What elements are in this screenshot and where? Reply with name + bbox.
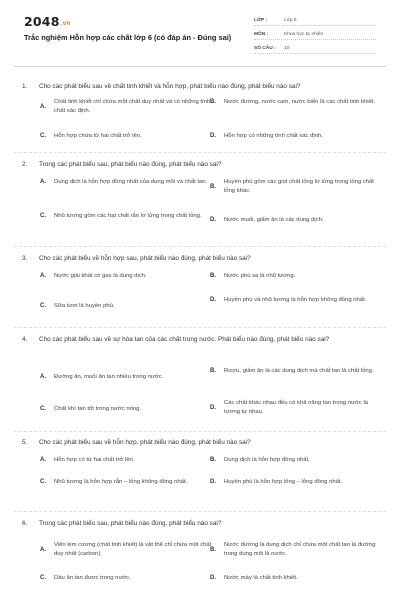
option-text: Nước muối, giấm ăn là các dung dịch. (224, 217, 324, 223)
option-text: Hỗn hợp chứa từ hai chất trở lên. (54, 133, 142, 139)
option-letter: C. (40, 133, 46, 139)
info-value: 10 (284, 46, 290, 51)
question-body: Cho các phát biểu sau về chất tinh khiết và hỗn hợp, phát biểu nào đúng, phát biểu nào sai? (39, 83, 301, 90)
header-divider (14, 66, 386, 67)
option-letter: D. (210, 479, 216, 485)
option-text: Sữa tươi là huyền phù. (54, 303, 115, 309)
option-letter: C. (40, 479, 46, 485)
option-letter: A. (40, 273, 46, 279)
option-letter: C. (40, 575, 46, 581)
option-text: Dung dịch là hỗn hợp đồng nhất. (224, 457, 310, 463)
site-logo[interactable] (24, 14, 71, 29)
question-number: 1. (22, 83, 28, 90)
option-text: Nhũ tương gồm các hạt chất rắn lơ lửng trong chất lỏng. (54, 213, 202, 219)
question-body: Trong các phát biểu sau, phát biểu nào đúng, phát biểu nào sai? (39, 161, 222, 168)
info-label: MÔN : (254, 32, 269, 37)
info-row-subject (254, 26, 376, 40)
question-divider (14, 327, 386, 328)
option-c[interactable] (40, 405, 218, 414)
option-letter: A. (40, 179, 46, 185)
question-4 (22, 335, 378, 415)
option-b[interactable] (210, 98, 378, 107)
info-label: LỚP : (254, 18, 268, 23)
info-row-count (254, 40, 376, 54)
option-text: Đường ăn, muối ăn tan nhiều trong nước. (54, 374, 164, 380)
option-a[interactable] (40, 541, 218, 559)
option-text: Nước phù sa là nhũ tương. (224, 273, 296, 279)
option-letter: A. (40, 546, 46, 553)
option-text: Hỗn hợp có những tính chất xác định. (224, 133, 323, 139)
option-text: Chất tinh khiết chỉ chứa một chất duy nhất và có những tính chất xác định. (54, 99, 211, 114)
question-body: Cho các phát biểu sau về hỗn hợp, phát biểu nào đúng, phát biểu nào sai? (39, 439, 251, 446)
option-text: Nước đường, nước cam, nước biển là các chất tinh khiết. (224, 99, 376, 105)
option-a[interactable] (40, 373, 218, 382)
question-number: 5. (22, 439, 28, 446)
logo-suffix: .vn (60, 20, 71, 27)
option-b[interactable] (210, 541, 378, 559)
option-text: Dầu ăn tan được trong nước. (54, 575, 131, 581)
option-d[interactable] (210, 132, 378, 141)
question-number: 2. (22, 161, 28, 168)
option-letter: C. (40, 213, 46, 219)
option-text: Nước máy là chất tinh khiết. (224, 575, 298, 581)
option-d[interactable] (210, 574, 378, 583)
option-letter: D. (210, 404, 216, 411)
option-d[interactable] (210, 296, 378, 305)
info-value: Khoa học tự nhiên (284, 32, 324, 37)
question-number: 6. (22, 520, 28, 527)
option-d[interactable] (210, 216, 378, 225)
question-divider (14, 246, 386, 247)
option-letter: C. (40, 303, 46, 309)
option-letter: D. (210, 133, 216, 139)
option-text: Dung dịch là hỗn hợp đồng nhất của dung môi và chất tan. (54, 179, 208, 185)
question-text (22, 82, 378, 92)
option-text: Huyền phù gồm các giọt chất lỏng lơ lửng trong lòng chất lỏng khác. (224, 179, 374, 194)
option-text: Huyền phù là hỗn hợp lỏng – lỏng đồng nhất. (224, 479, 343, 485)
question-text (22, 160, 378, 170)
question-3 (22, 254, 378, 309)
option-d[interactable] (210, 478, 378, 487)
option-a[interactable] (40, 272, 218, 281)
option-letter: A. (40, 457, 46, 463)
option-a[interactable] (40, 456, 218, 465)
page-header (0, 0, 400, 66)
option-letter: B. (210, 368, 216, 374)
option-b[interactable] (210, 178, 378, 196)
option-a[interactable] (40, 98, 218, 116)
question-6 (22, 519, 378, 581)
info-panel (254, 12, 376, 54)
option-letter: D. (210, 297, 216, 303)
option-text: Rượu, giấm ăn là các dung dịch mà chất tan là chất lỏng. (224, 368, 374, 374)
option-letter: B. (210, 183, 216, 190)
question-1 (22, 82, 378, 139)
option-b[interactable] (210, 367, 378, 376)
question-5 (22, 438, 378, 485)
option-c[interactable] (40, 132, 218, 141)
page-title: Trắc nghiệm Hỗn hợp các chất lớp 6 (có đáp án - Đúng sai) (24, 33, 232, 42)
option-letter: A. (40, 374, 46, 380)
option-c[interactable] (40, 478, 218, 487)
logo-number: 2048 (24, 14, 60, 29)
option-letter: B. (210, 99, 216, 105)
option-text: Nước đường là dung dịch chỉ chứa một chất tan là đường trong dung môi là nước. (224, 542, 376, 557)
question-body: Cho các phát biểu về hỗn hợp sau, phát biểu nào đúng, phát biểu nào sai? (39, 255, 251, 262)
option-text: Viên kim cương (chất tinh khiết) là vật thể chỉ chứa một chất duy nhất (carbon). (54, 542, 212, 557)
option-letter: B. (210, 273, 216, 279)
question-body: Cho các phát biểu sau về sự hòa tan của các chất trong nước. Phát biểu nào đúng, phát biểu nào sai? (39, 336, 330, 343)
question-body: Trong các phát biểu sau, phát biểu nào đúng, phát biểu nào sai? (39, 520, 222, 527)
info-value: Lớp 6 (284, 18, 297, 23)
question-number: 4. (22, 336, 28, 343)
option-c[interactable] (40, 574, 218, 583)
option-text: Nước giải khát có gas là dung dịch. (54, 273, 147, 279)
option-text: Chất khí tan tốt trong nước nóng. (54, 406, 142, 412)
question-divider (14, 511, 386, 512)
option-letter: B. (210, 457, 216, 463)
question-divider (14, 431, 386, 432)
question-number: 3. (22, 255, 28, 262)
option-a[interactable] (40, 178, 218, 187)
option-letter: D. (210, 575, 216, 581)
question-text (22, 254, 378, 264)
option-d[interactable] (210, 399, 378, 417)
option-letter: B. (210, 546, 216, 553)
option-c[interactable] (40, 302, 218, 311)
option-b[interactable] (210, 272, 378, 281)
option-b[interactable] (210, 456, 378, 465)
option-text: Hỗn hợp có từ hai chất trở lên. (54, 457, 135, 463)
question-2 (22, 160, 378, 223)
info-label: SỐ CÂU : (254, 46, 276, 51)
question-text (22, 438, 378, 448)
question-text (22, 335, 378, 345)
option-text: Huyền phù và nhũ tương là hỗn hợp không đồng nhất. (224, 297, 367, 303)
option-letter: C. (40, 406, 46, 412)
option-text: Nhũ tương là hỗn hợp rắn – lỏng không đồng nhất. (54, 479, 188, 485)
question-text (22, 519, 378, 529)
option-c[interactable] (40, 212, 218, 221)
info-row-class (254, 12, 376, 26)
question-divider (14, 152, 386, 153)
option-letter: A. (40, 103, 46, 110)
option-text: Các chất khác nhau đều có khả năng tan trong nước là tương tự nhau. (224, 400, 369, 415)
option-letter: D. (210, 217, 216, 223)
